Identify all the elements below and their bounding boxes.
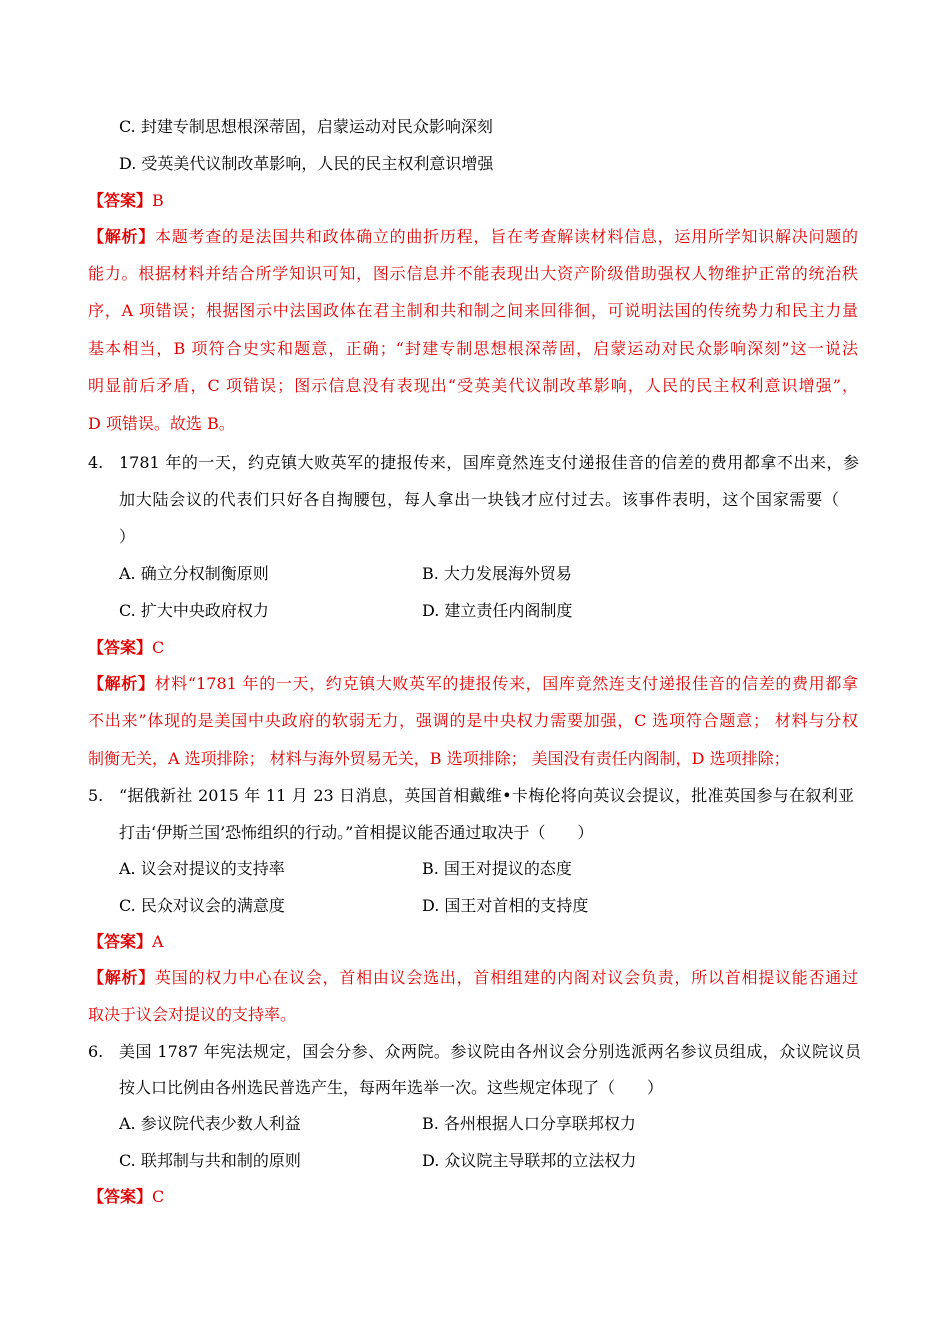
q5-option-b: B. 国王对提议的态度 [422, 859, 572, 878]
answer-tag: 【答案】 [88, 1187, 153, 1206]
q4-stem-line-3: ） [119, 527, 136, 546]
q4-answer [88, 638, 164, 658]
analysis-tag: 【解析】 [88, 227, 156, 246]
answer-tag: 【答案】 [88, 932, 153, 951]
q6-option-d: D. 众议院主导联邦的立法权力 [422, 1151, 637, 1170]
q5-option-c: C. 民众对议会的满意度 [119, 896, 285, 915]
q6-option-b: B. 各州根据人口分享联邦权力 [422, 1114, 636, 1133]
analysis-tag: 【解析】 [88, 674, 155, 693]
q6-option-a: A. 参议院代表少数人利益 [119, 1114, 301, 1133]
q3-analysis-line-2: 能力。根据材料并结合所学知识可知，图示信息并不能表现出大资产阶级借助强权人物维护正常的统治秩 [88, 264, 858, 283]
q6-stem-line-2: 按人口比例由各州选民普选产生，每两年选举一次。这些规定体现了（ ） [119, 1078, 664, 1097]
q4-option-c: C. 扩大中央政府权力 [119, 601, 269, 620]
q4-option-a: A. 确立分权制衡原则 [119, 564, 269, 583]
q6-number: 6. [88, 1042, 104, 1061]
answer-letter: B [152, 191, 164, 210]
answer-letter: C [152, 1187, 165, 1206]
q3-answer [88, 191, 164, 211]
q4-analysis-line-2: 不出来”体现的是美国中央政府的软弱无力，强调的是中央权力需要加强，C 选项符合题意； 材料与分权 [88, 711, 858, 730]
q5-option-a: A. 议会对提议的支持率 [119, 859, 285, 878]
answer-letter: A [152, 932, 164, 951]
q3-analysis-line-3: 序，A 项错误；根据图示中法国政体在君主制和共和制之间来回徘徊，可说明法国的传统势力和民主力量 [88, 301, 858, 320]
q5-analysis-line-1: 【解析】英国的权力中心在议会，首相由议会选出，首相组建的内阁对议会负责，所以首相提议能否通过 [88, 968, 858, 987]
answer-tag: 【答案】 [88, 191, 153, 210]
q3-option-d: D. 受英美代议制改革影响，人民的民主权利意识增强 [119, 154, 494, 173]
q4-option-d: D. 建立责任内阁制度 [422, 601, 573, 620]
q3-analysis-line-1: 【解析】本题考查的是法国共和政体确立的曲折历程，旨在考查解读材料信息，运用所学知识解决问题的 [88, 227, 858, 246]
q4-option-b: B. 大力发展海外贸易 [422, 564, 572, 583]
q3-analysis-line-5: 明显前后矛盾，C 项错误；图示信息没有表现出“受英美代议制改革影响，人民的民主权利意识增强”， [88, 376, 858, 395]
answer-tag: 【答案】 [88, 638, 153, 657]
q5-stem-line-2: 打击‘伊斯兰国’恐怖组织的行动。”首相提议能否通过取决于（ ） [119, 823, 594, 842]
q5-stem-line-1: “据俄新社 2015 年 11 月 23 日消息，英国首相戴维•卡梅伦将向英议会提议，批准英国参与在叙利亚 [119, 786, 854, 805]
q5-number: 5. [88, 786, 104, 805]
q4-stem-line-1: 1781 年的一天，约克镇大败英军的捷报传来，国库竟然连支付递报佳音的信差的费用都拿不出来，参 [119, 453, 859, 472]
q3-analysis-line-4: 基本相当，B 项符合史实和题意，正确；“封建专制思想根深蒂固，启蒙运动对民众影响深刻”这一说法 [88, 339, 858, 358]
q4-analysis-line-1: 【解析】材料“1781 年的一天，约克镇大败英军的捷报传来，国库竟然连支付递报佳音的信差的费用都拿 [88, 674, 858, 693]
q5-option-d: D. 国王对首相的支持度 [422, 896, 589, 915]
q3-option-c: C. 封建专制思想根深蒂固，启蒙运动对民众影响深刻 [119, 117, 493, 136]
q4-number: 4. [88, 453, 104, 472]
q4-stem-line-2: 加大陆会议的代表们只好各自掏腰包，每人拿出一块钱才应付过去。该事件表明，这个国家需要（ [119, 490, 839, 509]
q6-option-c: C. 联邦制与共和制的原则 [119, 1151, 301, 1170]
q6-answer [88, 1187, 164, 1207]
q3-analysis-line-6: D 项错误。故选 B。 [88, 414, 235, 433]
answer-letter: C [152, 638, 165, 657]
q4-analysis-line-3: 制衡无关，A 选项排除； 材料与海外贸易无关，B 选项排除； 美国没有责任内阁制，D 选项排除； [88, 749, 790, 768]
q6-stem-line-1: 美国 1787 年宪法规定，国会分参、众两院。参议院由各州议会分别选派两名参议员组成，众议院议员 [119, 1042, 861, 1061]
q5-analysis-line-2: 取决于议会对提议的支持率。 [88, 1005, 297, 1024]
q5-answer [88, 932, 164, 952]
analysis-tag: 【解析】 [88, 968, 156, 987]
